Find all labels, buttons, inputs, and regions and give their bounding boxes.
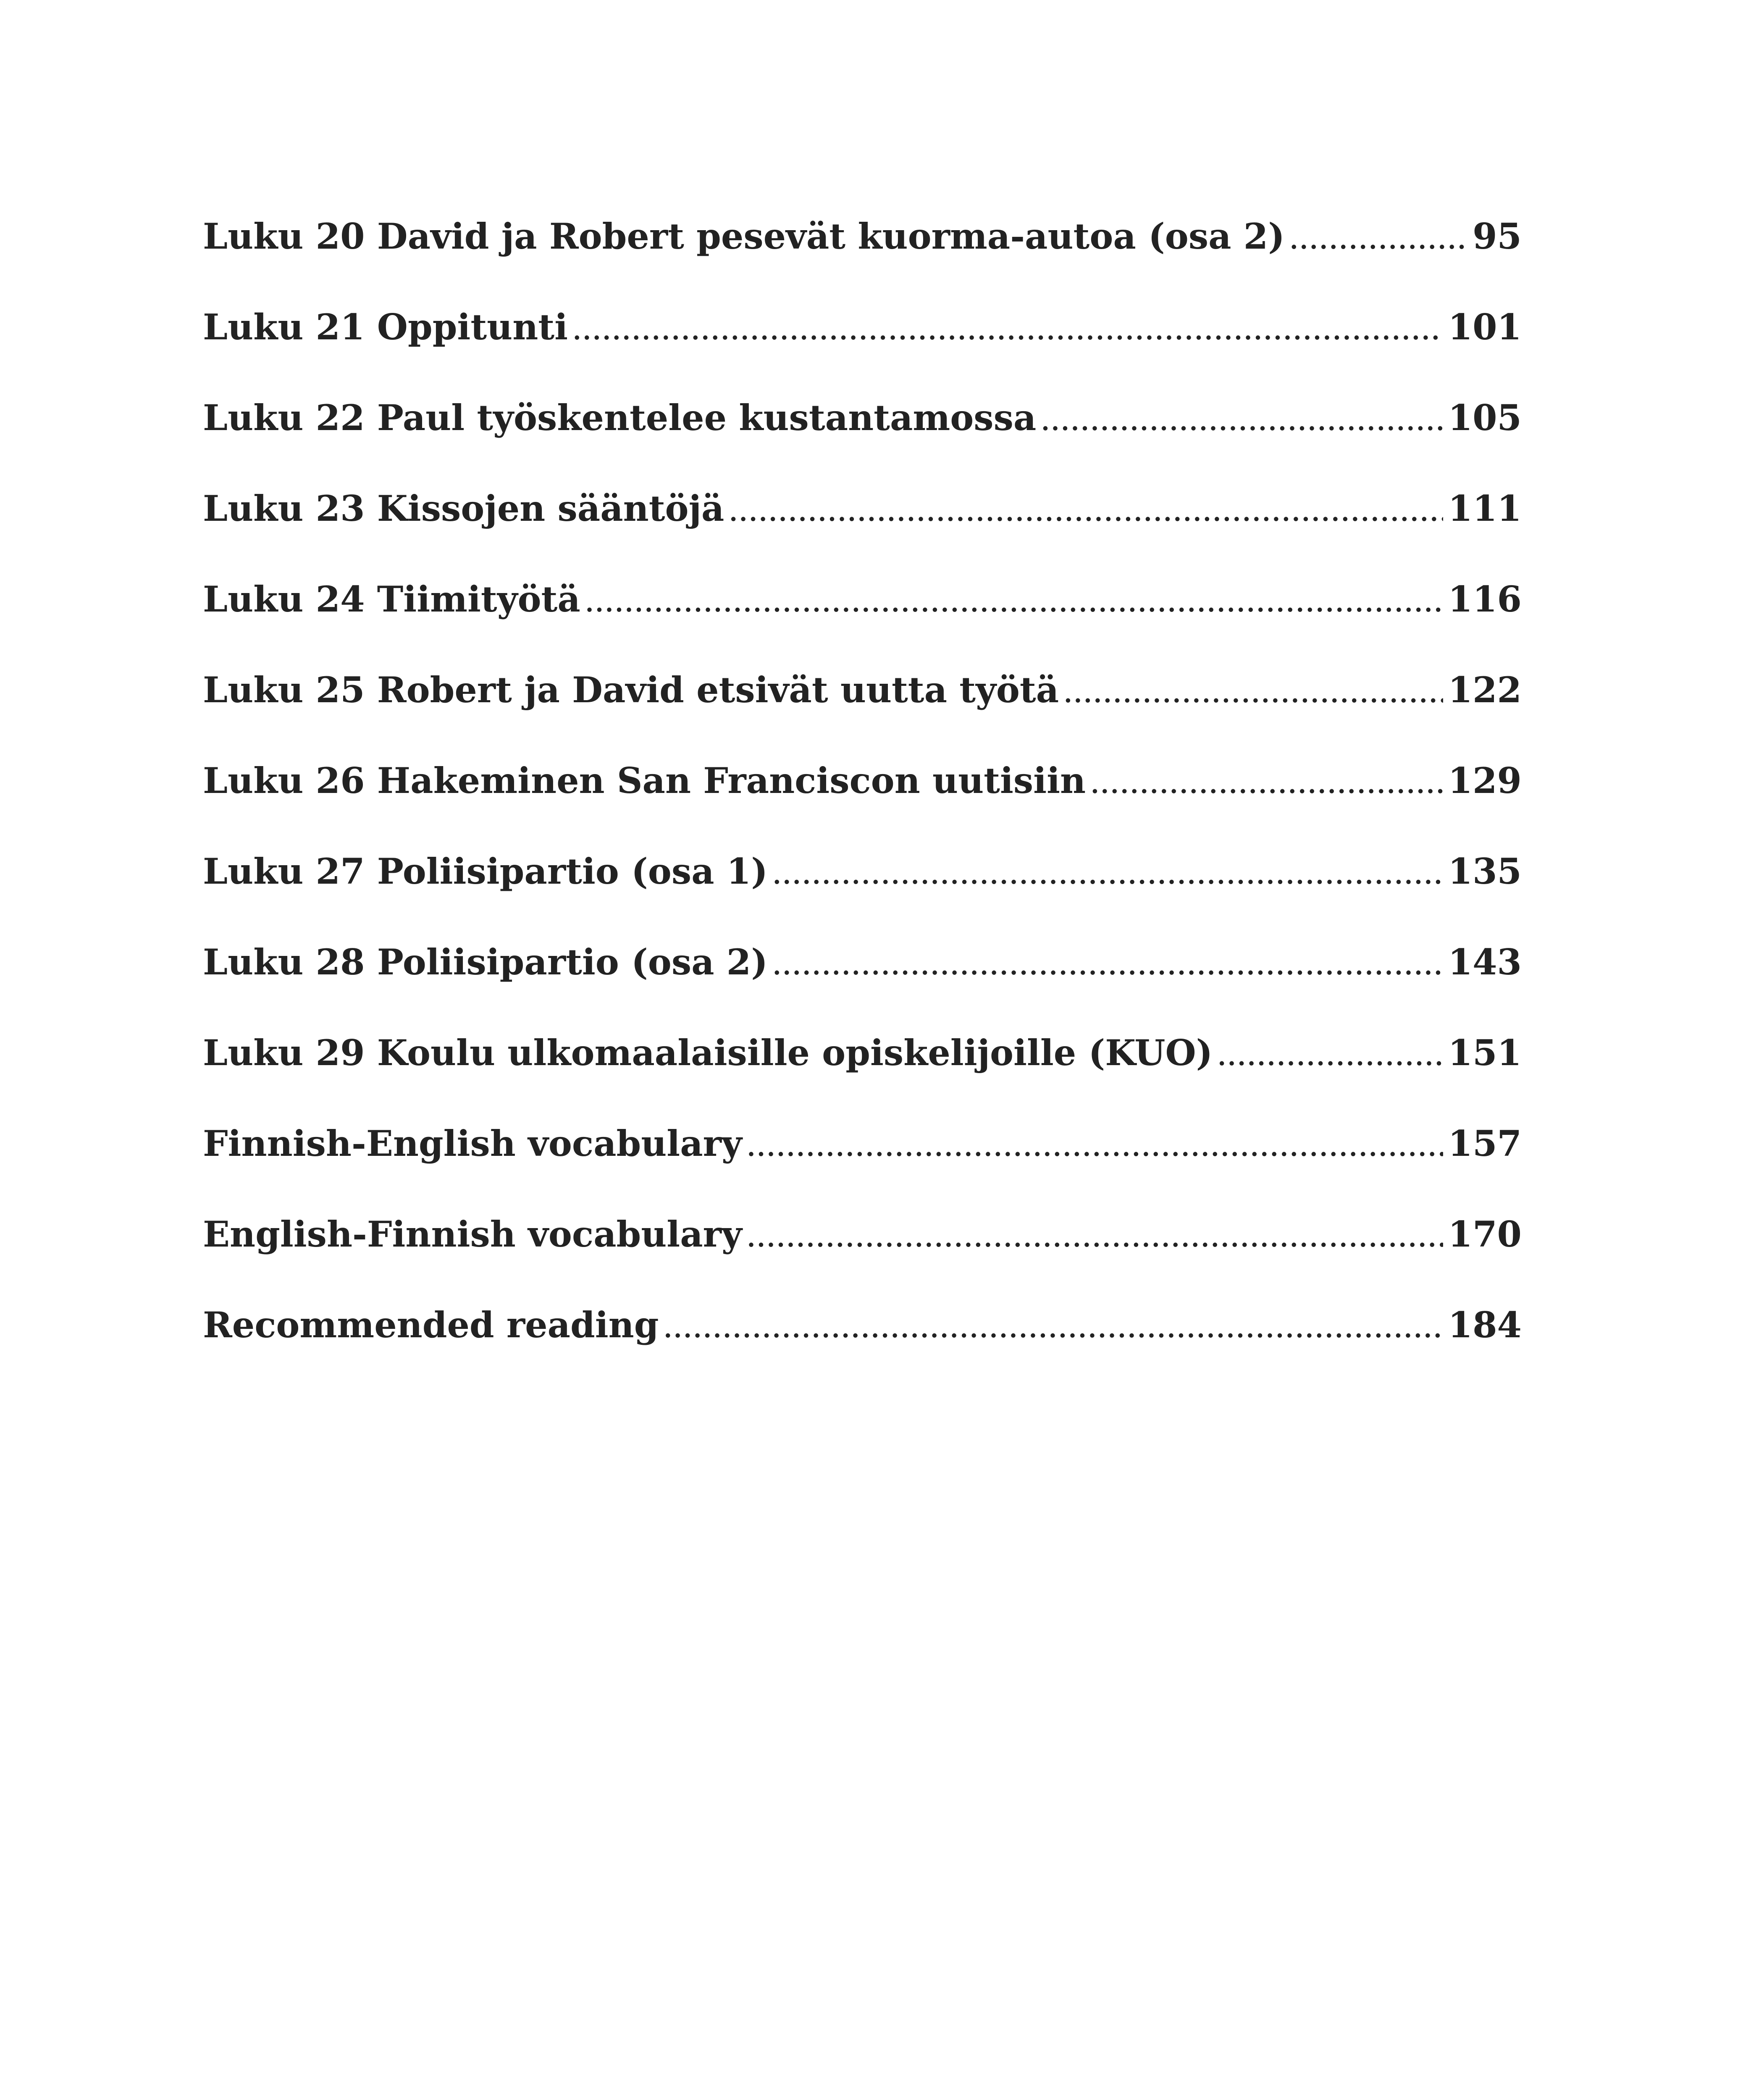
toc-dot-leader <box>573 286 1443 377</box>
toc-dot-leader <box>747 1102 1443 1193</box>
toc-entry-page: 143 <box>1448 941 1522 983</box>
toc-dot-leader <box>1290 195 1467 286</box>
toc-entry-title: Luku 22 Paul työskentelee kustantamossa <box>203 397 1037 438</box>
toc-dot-leader <box>747 1193 1443 1284</box>
toc-entry-page: 116 <box>1448 578 1522 620</box>
toc-entry <box>203 826 1522 917</box>
toc-entry-title: Recommended reading <box>203 1304 659 1346</box>
toc-entry-page: 129 <box>1448 760 1522 801</box>
table-of-contents <box>203 191 1522 1370</box>
toc-dot-leader <box>664 1284 1443 1375</box>
toc-entry <box>203 554 1522 645</box>
toc-dot-leader <box>729 467 1443 558</box>
toc-entry <box>203 917 1522 1008</box>
toc-entry-title: Luku 29 Koulu ulkomaalaisille opiskelijoille (KUO) <box>203 1032 1213 1074</box>
toc-entry <box>203 735 1522 826</box>
toc-entry-page: 135 <box>1448 850 1522 892</box>
toc-entry-page: 184 <box>1448 1304 1522 1346</box>
toc-entry-title: Luku 27 Poliisipartio (osa 1) <box>203 850 768 892</box>
toc-entry-title: Luku 23 Kissojen sääntöjä <box>203 488 724 529</box>
toc-entry <box>203 1098 1522 1189</box>
toc-entry <box>203 1008 1522 1098</box>
toc-dot-leader <box>1218 1012 1443 1102</box>
toc-entry-page: 170 <box>1448 1213 1522 1255</box>
toc-dot-leader <box>1091 740 1443 830</box>
toc-entry-page: 95 <box>1473 215 1522 257</box>
toc-dot-leader <box>585 558 1443 649</box>
toc-entry-page: 101 <box>1448 306 1522 348</box>
toc-entry-title: Luku 26 Hakeminen San Franciscon uutisiin <box>203 760 1086 801</box>
toc-entry-page: 111 <box>1448 488 1522 529</box>
toc-entry <box>203 191 1522 282</box>
toc-dot-leader <box>773 830 1443 921</box>
toc-entry-page: 105 <box>1448 397 1522 438</box>
toc-entry <box>203 645 1522 735</box>
toc-entry-title: Luku 25 Robert ja David etsivät uutta työtä <box>203 669 1059 711</box>
toc-entry-page: 157 <box>1448 1123 1522 1164</box>
toc-entry-title: Luku 28 Poliisipartio (osa 2) <box>203 941 768 983</box>
toc-entry <box>203 373 1522 463</box>
toc-dot-leader <box>773 921 1443 1012</box>
toc-entry-title: Luku 20 David ja Robert pesevät kuorma-autoa (osa 2) <box>203 215 1285 257</box>
toc-dot-leader <box>1041 377 1443 467</box>
toc-entry-title: English-Finnish vocabulary <box>203 1213 742 1255</box>
toc-entry-title: Luku 21 Oppitunti <box>203 306 568 348</box>
toc-entry <box>203 1280 1522 1370</box>
toc-dot-leader <box>1064 649 1443 740</box>
toc-entry <box>203 282 1522 373</box>
toc-entry <box>203 463 1522 554</box>
toc-entry-title: Luku 24 Tiimityötä <box>203 578 580 620</box>
toc-entry <box>203 1189 1522 1280</box>
toc-entry-page: 122 <box>1448 669 1522 711</box>
toc-entry-title: Finnish-English vocabulary <box>203 1123 742 1164</box>
toc-entry-page: 151 <box>1448 1032 1522 1074</box>
